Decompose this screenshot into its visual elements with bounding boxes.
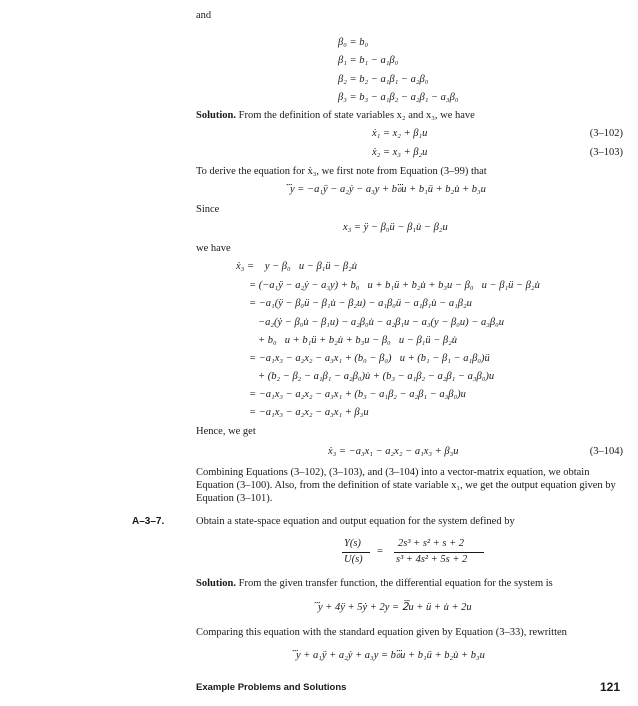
transfer-rhs-denominator: s³ + 4s² + 5s + 2 xyxy=(396,554,468,565)
footer-section-title: Example Problems and Solutions xyxy=(196,682,347,693)
problem-label: A–3–7. xyxy=(132,516,165,527)
derivation-line-1: = (−a₁ÿ − a₂ẏ − a₃y) + b₀⃛u + b₁ü + b₂u̇ + b₃u − β₀⃛u − β₁ü − β₂u̇ xyxy=(249,280,540,291)
beta-equation-2: β₂ = b₂ − a₁β₁ − a₂β₀ xyxy=(338,74,429,85)
comparing-text: Comparing this equation with the standard equation given by Equation (3–33), rewritten xyxy=(196,627,567,638)
derivation-line-3: −a₂(ẏ − β₀u̇ − β₁u) − a₂β₀u̇ − a₂β₁u − a₃(y − β₀u) − a₃β₀u xyxy=(258,317,505,328)
derive-text: To derive the equation for ẋ₃, we first note from Equation (3–99) that xyxy=(196,166,487,177)
and-word: and xyxy=(196,10,212,21)
solution-text: From the definition of state variables x₂ and x₃, we have xyxy=(238,110,475,121)
equation-number-3-102: (3–102) xyxy=(589,128,623,139)
solution-label-2: Solution. xyxy=(196,578,236,589)
derivation-line-0: ẋ₃ = ⃛y − β₀⃛u − β₁ü − β₂u̇ xyxy=(236,261,358,272)
beta-equation-3: β₃ = b₃ − a₁β₂ − a₂β₁ − a₃β₀ xyxy=(338,92,459,103)
transfer-equals: = xyxy=(377,546,383,557)
equation-3-103: ẋ₂ = x₃ + β₂u xyxy=(372,147,428,158)
derivation-line-8: = −a₁x₃ − a₂x₂ − a₃x₁ + β₃u xyxy=(249,407,369,418)
equation-3-102: ẋ₁ = x₂ + β₁u xyxy=(372,128,428,139)
derivation-line-5: = −a₁x₃ − a₂x₂ − a₃x₁ + (b₀ − β₀)⃛u + (b₁ − β₁ − a₁β₀)ü xyxy=(249,353,490,364)
solution-text-2: From the given transfer function, the differential equation for the system is xyxy=(238,578,553,589)
transfer-lhs-numerator: Y(s) xyxy=(344,538,361,549)
hence-text: Hence, we get xyxy=(196,426,256,437)
beta-equation-1: β₁ = b₁ − a₁β₀ xyxy=(338,55,399,66)
page-number: 121 xyxy=(599,680,620,694)
equation-number-3-104: (3–104) xyxy=(589,446,623,457)
we-have-text: we have xyxy=(196,243,231,254)
transfer-lhs-denominator: U(s) xyxy=(344,554,363,565)
equation-since: x₃ = ÿ − β₀ü − β₁u̇ − β₂u xyxy=(343,222,448,233)
beta-equation-0: β₀ = b₀ xyxy=(338,37,369,48)
equation-3-104: ẋ₃ = −a₃x₁ − a₂x₂ − a₁x₃ + β₃u xyxy=(328,446,459,457)
equation-differential: ⃛y + 4ÿ + 5ẏ + 2y = 2⃛u + ü + u̇ + 2u xyxy=(318,602,472,613)
equation-number-3-103: (3–103) xyxy=(589,147,623,158)
solution-paragraph-2 xyxy=(196,578,553,589)
derivation-line-4: + b₀⃛u + b₁ü + b₂u̇ + b₃u − β₀⃛u − β₁ü − β₂u̇ xyxy=(258,335,458,346)
since-word: Since xyxy=(196,204,220,215)
derivation-line-2: = −a₁(ÿ − β₀ü − β₁u̇ − β₂u) − a₁β₀ü − a₁β₁u̇ − a₁β₂u xyxy=(249,298,472,309)
solution-paragraph-1 xyxy=(196,110,475,121)
solution-label: Solution. xyxy=(196,110,236,121)
equation-standard: ⃛y + a₁ÿ + a₂ẏ + a₃y = b₀⃛u + b₁ü + b₂u̇ + b₃u xyxy=(296,650,485,661)
transfer-lhs-fraction-bar xyxy=(342,552,370,553)
problem-text: Obtain a state-space equation and output equation for the system defined by xyxy=(196,516,515,527)
equation-y-third-derivative: ⃛y = −a₁ÿ − a₂ẏ − a₃y + b₀⃛u + b₁ü + b₂u̇ + b₃u xyxy=(290,184,486,195)
transfer-rhs-numerator: 2s³ + s² + s + 2 xyxy=(398,538,465,549)
derivation-line-6: + (b₂ − β₂ − a₁β₁ − a₂β₀)u̇ + (b₃ − a₁β₂ − a₂β₁ − a₃β₀)u xyxy=(258,371,495,382)
combining-paragraph: Combining Equations (3–102), (3–103), and (3–104) into a vector-matrix equation, we obtain Equation (3–100). Also, from the definition of state variable x₁, we get the output equation given by Equation (3–101). xyxy=(196,467,616,504)
transfer-rhs-fraction-bar xyxy=(394,552,484,553)
derivation-line-7: = −a₁x₃ − a₂x₂ − a₃x₁ + (b₃ − a₁β₂ − a₂β₁ − a₃β₀)u xyxy=(249,389,466,400)
